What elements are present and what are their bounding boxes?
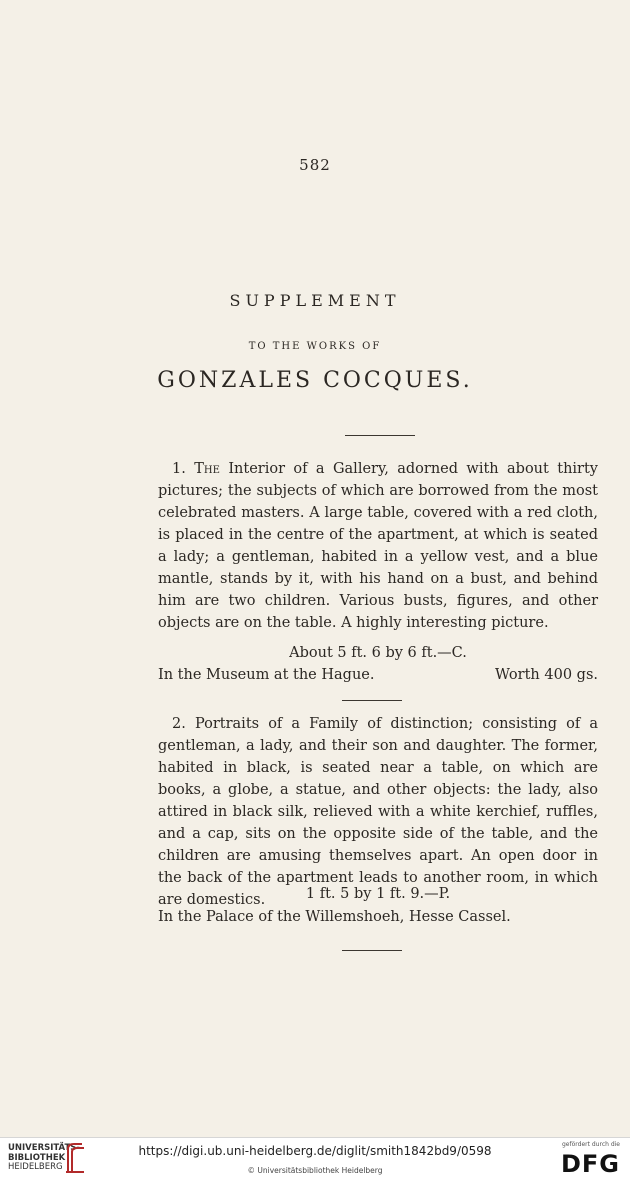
entry-2-size: 1 ft. 5 by 1 ft. 9.—P. <box>305 886 451 902</box>
divider <box>345 435 415 436</box>
entry-2-description <box>158 713 598 911</box>
library-logo-text: UNIVERSITÄTS- BIBLIOTHEK HEIDELBERG <box>8 1143 80 1172</box>
entry-text: Interior of a Gallery, adorned with about thirty pictures; the subjects of which are borrowed from the most celebrated masters. A large table, covered with a red cloth, is placed in the centre of the apartment, at which is seated a lady; a gentleman, habited in a yellow vest, and a blue mantle, stands by it, with his hand on a bust, and behind him are two children. Various busts, figures, and other objects are on the table. A highly interesting picture. <box>158 461 598 631</box>
divider <box>342 700 402 701</box>
entry-1-size: About 5 ft. 6 by 6 ft.—C. <box>289 645 467 661</box>
section-subtitle: TO THE WORKS OF <box>248 341 382 352</box>
funding-note: gefördert durch die <box>562 1141 620 1148</box>
copyright-notice: © Universitätsbibliothek Heidelberg <box>247 1166 383 1175</box>
entry-number: 1. <box>172 461 195 477</box>
dfg-logo: DFG <box>560 1150 620 1178</box>
entry-1-description <box>158 458 598 634</box>
page-number: 582 <box>299 156 331 174</box>
viewer-footer <box>0 1137 630 1184</box>
entry-1-location: In the Museum at the Hague. <box>158 667 375 683</box>
divider <box>342 950 402 951</box>
section-title: SUPPLEMENT <box>229 291 401 310</box>
artist-name: GONZALES COCQUES. <box>157 368 473 393</box>
entry-number: 2. <box>172 716 195 732</box>
entry-2-location: In the Palace of the Willemshoeh, Hesse Cassel. <box>158 909 511 925</box>
entry-lead: The <box>194 461 220 477</box>
permalink-url[interactable]: https://digi.ub.uni-heidelberg.de/diglit/smith1842bd9/0598 <box>138 1144 492 1158</box>
entry-1-worth: Worth 400 gs. <box>495 667 598 683</box>
entry-text: Portraits of a Family of distinction; consisting of a gentleman, a lady, and their son and daughter. The former, habited in black, is seated near a table, on which are books, a globe, a statue, and other objects: the lady, also attired in black silk, relieved with a white kerchief, ruffles, and a cap, sits on the opposite side of the table, and the children are amusing themselves apart. An open door in the back of the apartment leads to another room, in which are domestics. <box>158 716 598 908</box>
entry-1-provenance <box>158 667 598 683</box>
